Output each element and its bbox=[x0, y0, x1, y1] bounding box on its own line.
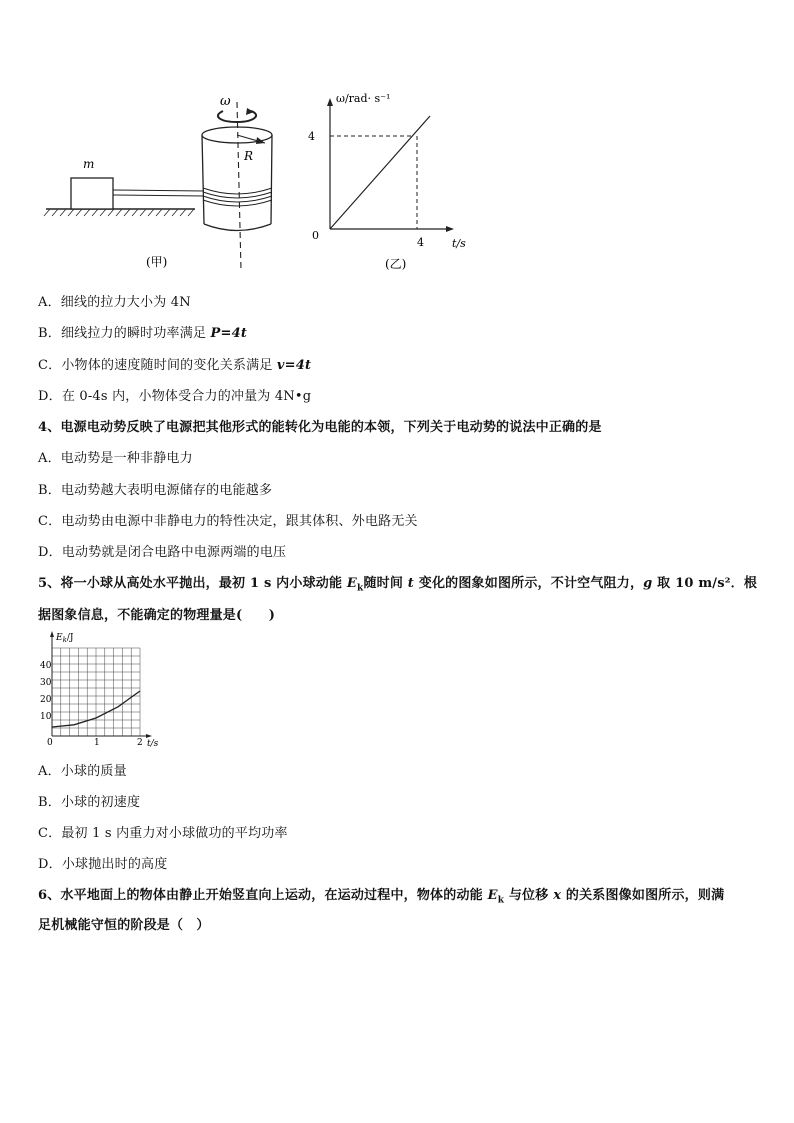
q4-option-b: B．电动势越大表明电源储存的电能越多 bbox=[38, 483, 273, 498]
ek-y-tick-30: 30 bbox=[40, 678, 52, 688]
string-top bbox=[113, 190, 204, 191]
q4-option-a: A．电动势是一种非静电力 bbox=[38, 451, 193, 466]
omega-line bbox=[330, 116, 430, 229]
caption-yi: (乙) bbox=[385, 257, 407, 271]
ek-x-label: t/s bbox=[147, 739, 159, 749]
omega-label: ω bbox=[220, 94, 231, 109]
rotating-cylinder-figure bbox=[40, 88, 480, 273]
winding-2 bbox=[203, 192, 272, 198]
mass-label: m bbox=[83, 157, 95, 171]
ground-hatching bbox=[44, 209, 194, 216]
q5-option-c: C．最初 1 s 内重力对小球做功的平均功率 bbox=[38, 826, 288, 841]
graph-y-tick: 4 bbox=[308, 130, 315, 143]
graph-x-tick: 4 bbox=[417, 236, 424, 249]
ek-x-tick-0: 0 bbox=[47, 738, 53, 748]
winding-1 bbox=[203, 188, 272, 194]
cylinder-right-side bbox=[271, 135, 272, 224]
q3-option-c: C．小物体的速度随时间的变化关系满足 v=4t bbox=[38, 358, 312, 373]
cylinder-left-side bbox=[202, 135, 204, 224]
q4-option-c: C．电动势由电源中非静电力的特性决定，跟其体积、外电路无关 bbox=[38, 514, 418, 529]
q5-option-b: B．小球的初速度 bbox=[38, 795, 141, 810]
q6-stem-line1: 6、水平地面上的物体由静止开始竖直向上运动，在运动过程中，物体的动能 $E_k$ 与位移 x 的关系图像如图所示，则满 bbox=[38, 888, 725, 906]
graph-y-axis-label: ω/rad· s⁻¹ bbox=[336, 92, 391, 105]
cylinder-bottom bbox=[204, 224, 271, 231]
ek-y-tick-20: 20 bbox=[40, 695, 52, 705]
omega-t-graph bbox=[308, 92, 466, 271]
q5-option-a: A．小球的质量 bbox=[38, 764, 127, 779]
formula-p: P=4t bbox=[210, 326, 248, 341]
ek-y-label: $E_k/J$ bbox=[56, 633, 74, 644]
ek-t-graph bbox=[34, 630, 174, 750]
q6-stem-line2: 足机械能守恒的阶段是（ ） bbox=[38, 918, 210, 933]
ek-y-tick-10: 10 bbox=[40, 712, 52, 722]
winding-4 bbox=[203, 200, 272, 206]
q5-option-d: D．小球抛出时的高度 bbox=[38, 857, 168, 872]
q4-option-d: D．电动势就是闭合电路中电源两端的电压 bbox=[38, 545, 287, 560]
q4-stem: 4、电源电动势反映了电源把其他形式的能转化为电能的本领，下列关于电动势的说法中正确的是 bbox=[38, 420, 602, 435]
winding-3 bbox=[203, 196, 272, 202]
string-bottom bbox=[113, 195, 204, 196]
q3-option-b: B．细线拉力的瞬时功率满足 P=4t bbox=[38, 326, 248, 341]
radius-label: R bbox=[244, 149, 254, 163]
graph-x-axis-label: t/s bbox=[452, 237, 466, 250]
ek-x-tick-1: 1 bbox=[94, 738, 100, 748]
ek-grid bbox=[52, 648, 140, 736]
graph-origin-label: 0 bbox=[312, 229, 319, 242]
formula-v: v=4t bbox=[276, 358, 312, 373]
caption-jia: (甲) bbox=[146, 255, 168, 269]
q5-stem-line2: 据图象信息，不能确定的物理量是( ) bbox=[38, 608, 276, 623]
q5-stem-line1: 5、将一小球从高处水平抛出，最初 1 s 内小球动能 $E_k$随时间 t 变化的图象如图所示，不计空气阻力，g 取 10 m/s²．根 bbox=[38, 576, 758, 594]
q3-option-d: D．在 0-4s 内，小物体受合力的冲量为 4N•g bbox=[38, 389, 312, 404]
q3-option-a: A．细线的拉力大小为 4N bbox=[38, 295, 191, 310]
ek-y-tick-40: 40 bbox=[40, 661, 52, 671]
block-m bbox=[71, 178, 113, 209]
ek-x-tick-2: 2 bbox=[137, 738, 143, 748]
